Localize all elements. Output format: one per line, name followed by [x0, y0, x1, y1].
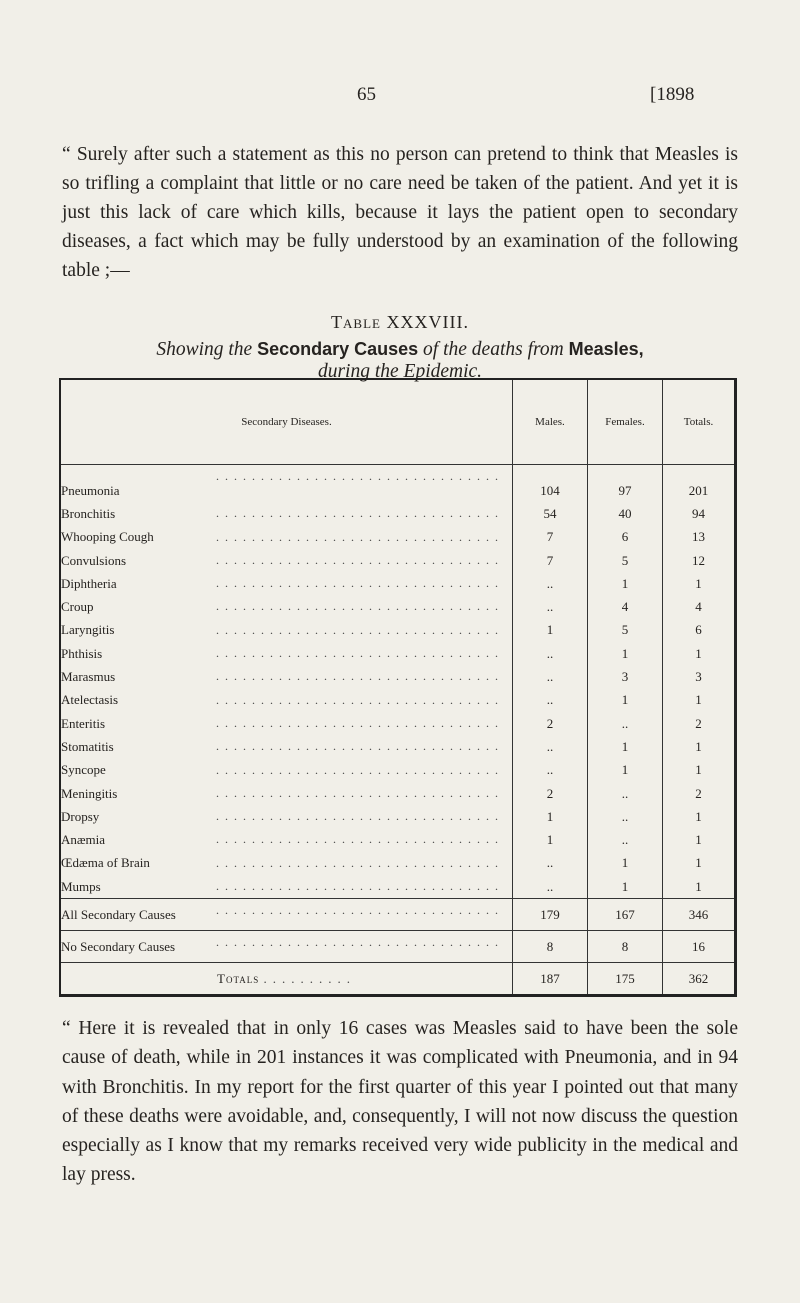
disease-name: ................................ Convulsions	[61, 552, 504, 568]
females-value: ..	[588, 712, 663, 735]
totals-value: 1	[663, 642, 736, 665]
header-secondary-diseases: Secondary Diseases.	[60, 379, 513, 465]
table-row	[60, 782, 736, 805]
table-row	[60, 595, 736, 618]
table-row	[60, 689, 736, 712]
disease-name: ................................ Laryngitis	[61, 622, 504, 638]
table-row	[60, 526, 736, 549]
table-row	[60, 828, 736, 851]
totals-row: Totals .......... 187 175 362	[60, 963, 736, 996]
totals-value: 3	[663, 665, 736, 688]
totals-value: 94	[663, 502, 736, 525]
females-value: ..	[588, 805, 663, 828]
report-year: [1898	[650, 84, 695, 105]
totals-value: 1	[663, 689, 736, 712]
males-value: ..	[513, 735, 588, 758]
disease-name: ................................ Meningitis	[61, 785, 504, 801]
table-row	[60, 502, 736, 525]
running-header	[0, 84, 800, 110]
disease-name: ................................ Whooping Cough	[61, 529, 504, 545]
table-row	[60, 572, 736, 595]
totals-value: 12	[663, 549, 736, 572]
disease-name: ................................ Anæmia	[61, 832, 504, 848]
disease-name: ................................ Marasmus	[61, 669, 504, 685]
table-header-row	[60, 379, 736, 465]
females-value: 40	[588, 502, 663, 525]
header-totals: Totals.	[663, 379, 736, 465]
disease-name: ................................ Enteritis	[61, 715, 504, 731]
table-row	[60, 549, 736, 572]
males-value: ..	[513, 665, 588, 688]
header-males: Males.	[513, 379, 588, 465]
females-value: ..	[588, 782, 663, 805]
totals-value: 1	[663, 852, 736, 875]
females-value: 97	[588, 465, 663, 503]
females-value: 4	[588, 595, 663, 618]
all-secondary-causes-row: ................................ All Secondary Causes 179 167 346	[60, 899, 736, 931]
males-value: ..	[513, 642, 588, 665]
males-value: ..	[513, 689, 588, 712]
intro-paragraph: “ Surely after such a statement as this no person can pretend to think that Measles is so trifling a complaint that little or no care need be taken of the patient. And yet it is just this lack of care which kills, because it lays the patient open to secondary diseases, a fact which may be fully understood by an examination of the following table ;—	[62, 144, 738, 281]
totals-value: 1	[663, 805, 736, 828]
totals-value: 6	[663, 619, 736, 642]
females-value: 3	[588, 665, 663, 688]
totals-value: 1	[663, 828, 736, 851]
totals-value: 1	[663, 875, 736, 899]
males-value: 54	[513, 502, 588, 525]
table-row	[60, 805, 736, 828]
males-value: 1	[513, 828, 588, 851]
females-value: 1	[588, 642, 663, 665]
disease-name: ................................ Diphtheria	[61, 575, 504, 591]
females-value: 5	[588, 549, 663, 572]
totals-value: 1	[663, 572, 736, 595]
page-number: 65	[357, 84, 376, 105]
table-row	[60, 465, 736, 503]
disease-name: ................................ Phthisis	[61, 645, 504, 661]
males-value: ..	[513, 852, 588, 875]
totals-value: 13	[663, 526, 736, 549]
totals-value: 1	[663, 735, 736, 758]
females-value: 1	[588, 852, 663, 875]
males-value: ..	[513, 595, 588, 618]
disease-name: ................................ Croup	[61, 599, 504, 615]
males-value: ..	[513, 759, 588, 782]
disease-name: ................................ Stomatitis	[61, 738, 504, 754]
males-value: 7	[513, 526, 588, 549]
disease-name: ................................ Atelectasis	[61, 692, 504, 708]
females-value: 5	[588, 619, 663, 642]
females-value: 1	[588, 689, 663, 712]
table-caption: Table XXXVIII.	[331, 312, 469, 332]
totals-value: 2	[663, 712, 736, 735]
totals-value: 1	[663, 759, 736, 782]
females-value: 1	[588, 875, 663, 899]
disease-name: ................................ Syncope	[61, 762, 504, 778]
table-row	[60, 665, 736, 688]
secondary-causes-table	[59, 378, 737, 997]
table-row	[60, 759, 736, 782]
totals-value: 4	[663, 595, 736, 618]
table-row	[60, 875, 736, 899]
header-females: Females.	[588, 379, 663, 465]
males-value: 7	[513, 549, 588, 572]
table-row	[60, 642, 736, 665]
table-row	[60, 735, 736, 758]
table-row	[60, 712, 736, 735]
no-secondary-causes-row: ................................ No Secondary Causes 8 8 16	[60, 931, 736, 963]
females-value: ..	[588, 828, 663, 851]
females-value: 1	[588, 572, 663, 595]
males-value: 1	[513, 805, 588, 828]
table-row	[60, 852, 736, 875]
males-value: 104	[513, 465, 588, 503]
totals-value: 2	[663, 782, 736, 805]
table-row	[60, 619, 736, 642]
table-subtitle: Showing the Secondary Causes of the deaths from Measles, during the Epidemic.	[156, 339, 644, 382]
females-value: 6	[588, 526, 663, 549]
females-value: 1	[588, 759, 663, 782]
disease-name: ................................ Pneumonia	[61, 469, 504, 498]
females-value: 1	[588, 735, 663, 758]
males-value: 2	[513, 782, 588, 805]
males-value: ..	[513, 875, 588, 899]
males-value: ..	[513, 572, 588, 595]
disease-name: ................................ Dropsy	[61, 808, 504, 824]
males-value: 2	[513, 712, 588, 735]
disease-name: ................................ Mumps	[61, 878, 504, 894]
males-value: 1	[513, 619, 588, 642]
totals-value: 201	[663, 465, 736, 503]
disease-name: ................................ Bronchitis	[61, 505, 504, 521]
closing-paragraph: “ Here it is revealed that in only 16 cases was Measles said to have been the sole cause of death, while in 201 instances it was complicated with Pneumonia, and in 94 with Bronchitis. In my report for the first quarter of this year I pointed out that many of these deaths were avoidable, and, consequently, I will not now discuss the question especially as I know that my remarks received very wide publicity in the medical and lay press.	[62, 1018, 738, 1186]
disease-name: ................................ Œdæma of Brain	[61, 855, 504, 871]
